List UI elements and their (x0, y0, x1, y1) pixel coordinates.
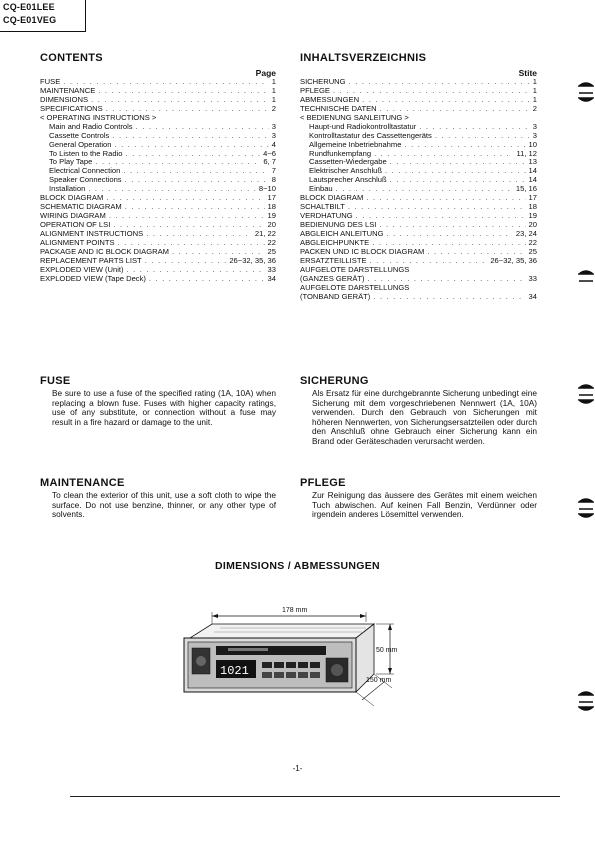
toc-leader-dots (366, 194, 525, 203)
toc-entry-page: 1 (532, 95, 537, 104)
toc-entry (300, 114, 537, 123)
toc-entry (300, 230, 537, 239)
toc-leader-dots (145, 257, 227, 266)
toc-entry-page: 20 (528, 221, 537, 229)
toc-entry-label: EXPLODED VIEW (Unit) (40, 265, 124, 274)
toc-entry-label: REPLACEMENT PARTS LIST (40, 256, 142, 265)
toc-entry-page: 3 (271, 122, 276, 131)
toc-entry (40, 141, 276, 150)
toc-entry-page: 34 (528, 292, 537, 301)
toc-entry (300, 167, 537, 176)
toc-entry (300, 293, 537, 302)
toc-entry-label: General Operation (49, 140, 112, 149)
toc-entry-page: 14 (528, 167, 537, 176)
sicherung-text: Als Ersatz für eine durchgebrannte Sicherung unbedingt eine Sicherung mit dem vorgeschriebenen Nennwert (1A, 10A) verwenden. Durch den Gebrauch von Sicherungen mit höheren Nennwerten, von Sicherungsersatzteilen oder durch den Anschluß ohne Gebrauch einer Sicherung kann ein Brand oder Geräteschaden verursacht werden. (312, 388, 537, 446)
toc-leader-dots (435, 132, 530, 141)
toc-entry-page: 1 (271, 95, 276, 104)
sicherung-title: SICHERUNG (300, 375, 369, 387)
toc-entry (300, 194, 537, 203)
toc-leader-dots (125, 203, 265, 212)
toc-entry-label: PFLEGE (300, 86, 330, 95)
toc-leader-dots (91, 96, 269, 105)
toc-leader-dots (113, 221, 264, 230)
toc-leader-dots (112, 132, 268, 141)
toc-leader-dots (404, 141, 525, 150)
toc-entry-label: Rundfunkempfang (309, 149, 372, 158)
model-box (0, 0, 86, 32)
toc-entry-label: BLOCK DIAGRAM (300, 194, 364, 203)
toc-entry-label: FUSE (40, 78, 61, 86)
punch-mark-1 (578, 80, 594, 104)
toc-entry-page: 4 (271, 140, 276, 149)
toc-entry-page: 1 (271, 86, 276, 95)
toc-entry-label: To Play Tape (49, 158, 93, 167)
toc-entry-page: 18 (267, 203, 276, 212)
punch-mark-3 (578, 382, 594, 406)
toc-entry-label: ERSATZTEILLISTE (300, 256, 367, 265)
toc-leader-dots (106, 105, 269, 114)
inhalt-section (300, 52, 537, 301)
toc-leader-dots (149, 275, 265, 284)
toc-entry-page: 1 (271, 78, 276, 86)
toc-entry-label: To Listen to the Radio (49, 149, 123, 158)
toc-entry-label: ABMESSUNGEN (300, 95, 360, 104)
toc-entry (40, 239, 276, 248)
toc-entry-label: Haupt-und Radiokontrolltastatur (309, 122, 417, 131)
toc-entry-page: 1 (532, 78, 537, 86)
toc-entry (40, 230, 276, 239)
toc-entry-label: Cassetten-Wiedergabe (309, 158, 387, 167)
toc-entry (40, 185, 276, 194)
toc-entry-label: BLOCK DIAGRAM (40, 194, 104, 203)
toc-leader-dots (348, 203, 526, 212)
toc-entry (40, 96, 276, 105)
toc-entry-page: 2 (271, 104, 276, 113)
toc-entry-page: 22 (528, 238, 537, 247)
toc-entry (40, 87, 276, 96)
contents-title: CONTENTS (40, 52, 103, 64)
toc-entry-label: AUFGELÖTE DARSTELLUNGS (300, 265, 410, 274)
toc-entry-label: BEDIENUNG DES LSI (300, 221, 377, 229)
toc-entry-page: 3 (271, 131, 276, 140)
toc-entry-label: Speaker Connections (49, 176, 122, 185)
toc-entry (40, 275, 276, 284)
toc-leader-dots (374, 150, 513, 159)
toc-entry-label: PACKAGE AND IC BLOCK DIAGRAM (40, 247, 169, 256)
toc-entry (40, 105, 276, 114)
toc-entry (40, 257, 276, 266)
toc-entry-page: 23, 24 (515, 229, 537, 238)
toc-entry-page: 17 (528, 194, 537, 203)
toc-entry-page: 2 (532, 104, 537, 113)
toc-leader-dots (106, 194, 264, 203)
toc-entry-label: TECHNISCHE DATEN (300, 104, 377, 113)
toc-entry-page: 20 (267, 221, 276, 229)
toc-leader-dots (123, 167, 268, 176)
fuse-section (40, 375, 276, 427)
toc-entry-label: AUFGELÖTE DARSTELLUNGS (300, 283, 410, 292)
toc-entry-label: (TONBAND GERÄT) (300, 292, 371, 301)
toc-entry-page: 13 (528, 158, 537, 167)
toc-entry-page: 14 (528, 176, 537, 185)
toc-entry (300, 266, 537, 275)
toc-leader-dots (95, 158, 260, 167)
toc-entry-label: Elektrischer Anschluß (309, 167, 383, 176)
model-number-2: CQ-E01VEG (3, 15, 57, 25)
toc-entry-label: Installation (49, 185, 86, 194)
toc-leader-dots (368, 275, 526, 284)
toc-entry-label: ALIGNMENT POINTS (40, 238, 115, 247)
sicherung-section (300, 375, 537, 447)
maintenance-section (40, 477, 276, 520)
toc-entry-page: 19 (528, 212, 537, 221)
toc-entry-label: Cassette Controls (49, 131, 110, 140)
toc-entry-page: 7 (271, 167, 276, 176)
toc-entry (300, 221, 537, 230)
toc-entry (300, 87, 537, 96)
toc-entry (40, 194, 276, 203)
toc-entry-label: ALIGNMENT INSTRUCTIONS (40, 229, 144, 238)
toc-leader-dots (390, 158, 526, 167)
toc-entry-label: Allgemeine Inbetriebnahme (309, 140, 402, 149)
maintenance-title: MAINTENANCE (40, 477, 125, 489)
toc-entry (40, 158, 276, 167)
height-label: 50 mm (376, 647, 398, 654)
contents-list (40, 78, 276, 284)
toc-entry-page: 1 (532, 86, 537, 95)
toc-entry (300, 150, 537, 159)
toc-entry-label: SPECIFICATIONS (40, 104, 103, 113)
inhalt-page-label: Stite (518, 68, 537, 78)
punch-mark-2 (578, 268, 594, 292)
toc-leader-dots (387, 230, 513, 239)
toc-leader-dots (372, 239, 525, 248)
fuse-title: FUSE (40, 375, 71, 387)
toc-leader-dots (349, 78, 530, 87)
toc-leader-dots (109, 212, 265, 221)
toc-leader-dots (380, 105, 530, 114)
toc-entry (40, 248, 276, 257)
toc-entry-page: 33 (528, 274, 537, 283)
toc-entry-page: 21, 22 (254, 229, 276, 238)
toc-entry-label: WIRING DIAGRAM (40, 212, 106, 221)
toc-leader-dots (125, 150, 260, 159)
toc-leader-dots (370, 257, 488, 266)
toc-entry (300, 105, 537, 114)
toc-entry-label: Lautsprecher Anschluß (309, 176, 387, 185)
toc-entry-label: Einbau (309, 185, 333, 194)
toc-entry (300, 176, 537, 185)
toc-leader-dots (333, 87, 530, 96)
toc-entry-page: 8 (271, 176, 276, 185)
toc-entry (40, 167, 276, 176)
toc-entry-page: 22 (267, 238, 276, 247)
toc-entry-label: VERDHATUNG (300, 212, 353, 221)
toc-entry-label: MAINTENANCE (40, 86, 96, 95)
contents-page-label: Page (255, 68, 276, 78)
toc-leader-dots (114, 141, 268, 150)
toc-entry (40, 176, 276, 185)
toc-entry (300, 96, 537, 105)
toc-entry (300, 123, 537, 132)
toc-entry-label: PACKEN UND IC BLOCK DIAGRAM (300, 247, 425, 256)
toc-entry-page: 17 (267, 194, 276, 203)
inhalt-list (300, 78, 537, 301)
dimensions-title: DIMENSIONS / ABMESSUNGEN (215, 560, 380, 572)
toc-entry-page: 19 (267, 212, 276, 221)
toc-leader-dots (63, 78, 269, 87)
toc-entry-page: 25 (267, 247, 276, 256)
toc-leader-dots (127, 266, 265, 275)
model-number-1: CQ-E01LEE (3, 2, 55, 12)
pflege-title: PFLEGE (300, 477, 346, 489)
toc-entry-label: Kontrolltastatur des Cassettengeräts (309, 131, 432, 140)
toc-entry-label: SCHALTBILT (300, 203, 345, 212)
toc-entry-page: 33 (267, 265, 276, 274)
toc-leader-dots (146, 230, 252, 239)
toc-entry-page: 3 (532, 122, 537, 131)
toc-entry (300, 158, 537, 167)
chassis-top (190, 624, 374, 638)
page-number: -1- (292, 764, 303, 773)
toc-entry-page: 6, 7 (263, 158, 276, 167)
toc-entry-label: SCHEMATIC DIAGRAM (40, 203, 122, 212)
fuse-text: Be sure to use a fuse of the specified rating (1A, 10A) when replacing a blown fuse. Fuses with higher capacity ratings, use of any substitute, or connection without a fuse may result in a fire hazard or damage to the unit. (52, 388, 276, 427)
display-readout: 1021 (220, 664, 249, 678)
toc-entry-page: 25 (528, 247, 537, 256)
toc-entry-page: 8~10 (258, 185, 276, 194)
toc-entry-label: (GANZES GERÄT) (300, 274, 365, 283)
depth-label: 150 mm (366, 677, 392, 684)
toc-leader-dots (356, 212, 526, 221)
toc-entry (300, 141, 537, 150)
contents-section (40, 52, 276, 284)
toc-leader-dots (172, 248, 265, 257)
toc-entry-label: ABGLEICH ANLEITUNG (300, 229, 384, 238)
toc-entry-label: ABGLEICHPUNKTE (300, 238, 370, 247)
width-label: 178 mm (282, 607, 308, 614)
bottom-rule (70, 796, 560, 797)
toc-leader-dots (362, 96, 530, 105)
toc-entry (40, 266, 276, 275)
maintenance-text: To clean the exterior of this unit, use a soft cloth to wipe the surface. Do not use benzine, thinner, or any other type of solvents. (52, 490, 276, 520)
toc-leader-dots (125, 176, 269, 185)
inhalt-title: INHALTSVERZEICHNIS (300, 52, 427, 64)
punch-mark-4 (578, 496, 594, 520)
toc-entry (300, 248, 537, 257)
toc-leader-dots (390, 176, 526, 185)
toc-leader-dots (336, 185, 513, 194)
toc-entry (40, 132, 276, 141)
toc-entry-label: < OPERATING INSTRUCTIONS > (40, 113, 157, 122)
toc-entry (300, 185, 537, 194)
car-stereo-drawing (170, 602, 410, 720)
toc-entry-label: < BEDIENUNG SANLEITUNG > (300, 113, 409, 122)
toc-entry (300, 239, 537, 248)
toc-entry-label: SICHERUNG (300, 78, 346, 86)
toc-leader-dots (136, 123, 269, 132)
toc-entry (300, 275, 537, 284)
toc-entry-page: 34 (267, 274, 276, 283)
toc-entry (40, 203, 276, 212)
toc-entry (300, 284, 537, 293)
toc-entry (300, 78, 537, 87)
toc-entry (40, 123, 276, 132)
toc-entry-page: 26~32, 35, 36 (229, 256, 276, 265)
toc-leader-dots (419, 123, 530, 132)
toc-entry-label: Electrical Connection (49, 167, 121, 176)
toc-entry (300, 203, 537, 212)
toc-leader-dots (427, 248, 525, 257)
toc-leader-dots (88, 185, 256, 194)
toc-leader-dots (373, 293, 525, 302)
toc-entry (40, 114, 276, 123)
toc-leader-dots (98, 87, 268, 96)
dimensions-figure (170, 602, 410, 720)
toc-entry (300, 212, 537, 221)
toc-entry-page: 15, 16 (515, 185, 537, 194)
toc-entry-page: 26~32, 35, 36 (490, 256, 537, 265)
toc-leader-dots (379, 221, 525, 230)
pflege-text: Zur Reinigung das äussere des Gerätes mit einem weichen Tuch abwischen. Auf keinen Fall Benzin, Verdünner oder irgendein anderes Lösemittel verwenden. (312, 490, 537, 520)
toc-entry (40, 78, 276, 87)
toc-entry-page: 4~6 (263, 149, 276, 158)
toc-leader-dots (118, 239, 265, 248)
toc-leader-dots (385, 167, 526, 176)
toc-entry-label: Main and Radio Controls (49, 122, 133, 131)
toc-entry (40, 150, 276, 159)
toc-entry-label: DIMENSIONS (40, 95, 89, 104)
toc-entry-page: 11, 12 (516, 149, 537, 158)
toc-entry-page: 10 (528, 140, 537, 149)
toc-entry (300, 257, 537, 266)
pflege-section (300, 477, 537, 520)
toc-entry-label: EXPLODED VIEW (Tape Deck) (40, 274, 146, 283)
punch-mark-5 (578, 689, 594, 713)
toc-entry (40, 212, 276, 221)
toc-entry (300, 132, 537, 141)
toc-entry-page: 18 (528, 203, 537, 212)
toc-entry-label: OPERATION OF LSI (40, 221, 111, 229)
toc-entry-page: 3 (532, 131, 537, 140)
toc-entry (40, 221, 276, 230)
